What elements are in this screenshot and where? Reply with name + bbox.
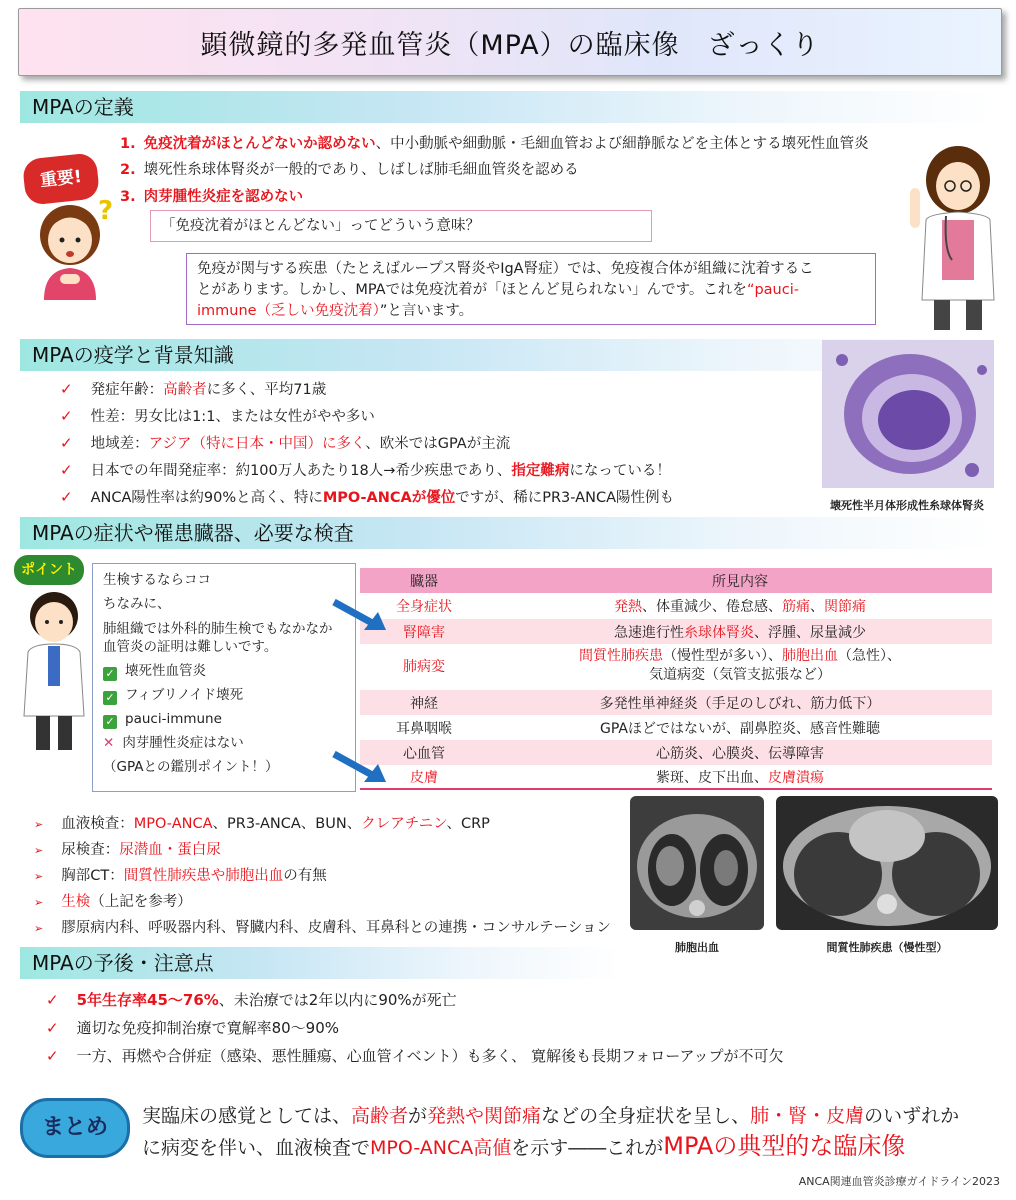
histology-caption: 壊死性半月体形成性糸球体腎炎 [830,499,984,512]
check-icon: ✓ [46,1019,59,1037]
cross-icon: ✕ [103,735,115,751]
prognosis-item-2 [46,1017,339,1038]
red-text: 間質性肺疾患や肺胞出血 [123,868,284,884]
table-header [360,568,992,593]
organ: 心血管 [403,745,445,762]
definition-item-3 [120,185,303,206]
check-box-icon: ✓ [103,691,117,705]
text: 一方、再燃や合併症（感染、悪性腫瘍、心血管イベント）も多く、 寛解後も長期フォローアップが不可欠 [76,1047,784,1065]
histology-image [822,340,994,488]
text: 発症年齢： [90,382,164,398]
check-box-icon: ✓ [103,715,117,729]
red-text: 筋痛 [782,598,810,615]
organ: 全身症状 [396,598,452,615]
text: 、CRP [446,816,490,832]
epi-item-1 [60,378,326,399]
arrow-bullet-icon: ➢ [34,870,44,883]
findings: 心筋炎、心膜炎、伝導障害 [656,745,824,762]
text: などの全身症状を呈し、 [541,1105,751,1127]
red-text: 肉芽腫性炎症を認めない [143,189,304,205]
red-text: 免疫沈着がほとんどないか認めない [143,136,376,152]
test-item-3 [34,864,327,885]
check-icon: ✓ [60,380,73,398]
definition-item-2 [120,158,579,179]
text: が [408,1105,428,1127]
section-heading-epidemiology: MPAの疫学と背景知識 [20,339,994,371]
text: の有無 [283,868,327,884]
footer-source: ANCA関連血管炎診療ガイドライン2023 [798,1175,1000,1188]
text: 壊死性糸球体腎炎が一般的であり、しばしば肺毛細血管炎を認める [143,162,579,178]
test-item-1 [34,812,490,833]
test-item-5 [34,916,611,937]
red-text: 指定難病 [511,463,570,479]
pauci-term-cont: immune（乏しい免疫沈着） [197,303,380,319]
criteria-1: 壊死性血管炎 [125,663,206,679]
text: ですが、稀にPR3-ANCA陽性例も [455,490,674,506]
criteria-2: フィブリノイド壊死 [125,687,244,703]
text: 、 [810,598,824,615]
text: 、未治療では2年以内に90%が死亡 [218,991,457,1009]
arrow-icon [330,598,390,634]
ct-caption-2: 間質性肺疾患（慢性型） [826,941,948,954]
red-text: 肺・腎・皮膚 [750,1105,865,1127]
text: を示す――これが [511,1137,664,1159]
point-badge: ポイント [14,555,84,585]
section-heading-prognosis: MPAの予後・注意点 [20,947,620,979]
table-row [360,740,992,765]
text: 、欧米ではGPAが主流 [365,436,511,452]
biopsy-line-1: 生検するならココ [103,572,211,588]
red-text: MPO-ANCAが優位 [322,490,456,506]
table-row [360,619,992,644]
arrow-icon [330,750,390,786]
test-item-2 [34,838,221,859]
red-text: 関節痛 [824,598,866,615]
check-box-icon: ✓ [103,667,117,681]
text: （急性）、 [838,648,901,664]
table-row [360,715,992,740]
header-findings: 所見内容 [712,573,768,590]
red-text: 高齢者 [351,1105,409,1127]
epi-item-3 [60,432,510,453]
ct-image-alveolar-hemorrhage [630,796,764,930]
male-doctor-icon [18,586,90,756]
ct-image-interstitial-disease [776,796,998,930]
red-text: MPAの典型的な臨床像 [663,1132,906,1160]
text: 、中小動脈や細動脈・毛細血管および細静脈などを主体とする壊死性血管炎 [375,136,869,152]
text: 膠原病内科、呼吸器内科、腎臓内科、皮膚科、耳鼻科との連携・コンサルテーション [61,920,611,936]
female-doctor-icon [908,140,1004,335]
epi-item-5 [60,486,674,507]
criteria-3: pauci-immune [125,711,222,727]
red-text: 発熱 [614,598,642,615]
check-icon: ✓ [60,488,73,506]
answer-line-3: ”と言います。 [379,303,474,319]
table-row [360,690,992,715]
biopsy-line-4: 血管炎の証明は難しいです。 [103,639,278,655]
red-text: 生検 [61,894,91,910]
pauci-term: “pauci- [746,282,799,298]
biopsy-line-2: ちなみに、 [103,596,171,612]
section-heading-definition: MPAの定義 [20,91,994,123]
page-title: 顕微鏡的多発血管炎（MPA）の臨床像 ざっくり [200,29,820,61]
red-text: 間質性肺疾患 [579,648,663,664]
red-text: 尿潜血・蛋白尿 [119,842,221,858]
text: になっている！ [569,463,671,479]
text: 胸部CT： [61,868,124,884]
red-text: MPO-ANCA [133,816,213,832]
red-text: アジア（特に日本・中国）に多く [148,436,366,452]
item-number: 2. [120,162,136,178]
summary-badge: まとめ [20,1098,130,1158]
text: 、体重減少、倦怠感、 [642,598,782,615]
red-text: クレアチニン [361,816,447,832]
epi-item-4 [60,459,671,480]
text: 、浮腫、尿量減少 [754,624,866,641]
red-text: 肺胞出血 [782,648,838,664]
text: のいずれか [864,1105,960,1127]
check-icon: ✓ [60,434,73,452]
table-row [360,646,992,686]
organ: 神経 [410,695,438,712]
check-icon: ✓ [46,1047,59,1065]
table-row [360,765,992,790]
answer-line-2: とがあります。しかし、MPAでは免疫沈着が「ほとんど見られない」んです。これを [197,282,747,298]
item-number: 1. [120,136,136,152]
test-item-4 [34,890,192,911]
header-organ: 臓器 [410,573,438,590]
arrow-bullet-icon: ➢ [34,896,44,909]
arrow-bullet-icon: ➢ [34,818,44,831]
answer-line-1: 免疫が関与する疾患（たとえばループス腎炎やIgA腎症）では、免疫複合体が組織に沈着するこ [197,261,814,277]
text: ANCA陽性率は約90%と高く、特に [90,490,323,506]
red-text: 糸球体腎炎 [684,624,754,641]
organ: 耳鼻咽喉 [396,720,452,737]
answer-box [186,253,876,325]
question-mark-icon: ? [98,196,114,226]
check-icon: ✓ [60,461,73,479]
biopsy-line-3: 肺組織では外科的肺生検でもなかなか [103,621,333,637]
epi-item-2 [60,405,375,426]
arrow-bullet-icon: ➢ [34,922,44,935]
text: に病変を伴い、血液検査で [142,1137,371,1159]
important-badge: 重要! [22,152,100,205]
text: 急速進行性 [614,624,684,641]
red-text: 高齢者 [163,382,207,398]
title-banner [18,8,1002,76]
text: 尿検査： [61,842,120,858]
text: 実臨床の感覚としては、 [142,1105,352,1127]
red-text: MPO-ANCA高値 [370,1137,512,1159]
table-row [360,593,992,618]
biopsy-box [92,563,356,792]
prognosis-item-1 [46,989,457,1010]
findings: GPAほどではないが、副鼻腔炎、感音性難聴 [600,720,880,737]
text: 紫斑、皮下出血、 [656,769,768,786]
girl-thinking-icon [30,200,110,305]
prognosis-item-3 [46,1045,784,1066]
organ: 皮膚 [410,769,438,786]
summary-text [142,1101,1002,1163]
text: 気道病変（気管支拡張など） [649,667,831,683]
findings: 多発性単神経炎（手足のしびれ、筋力低下） [599,695,881,712]
text: 適切な免疫抑制治療で寛解率80〜90% [76,1019,340,1037]
text: に多く、平均71歳 [206,382,327,398]
gpa-note: （GPAとの鑑別ポイント！） [103,759,279,775]
text: 性差：男女比は1:1、または女性がやや多い [90,409,375,425]
text: （上記を参考） [90,894,192,910]
text: 、PR3-ANCA、BUN、 [212,816,362,832]
check-icon: ✓ [60,407,73,425]
text: 日本での年間発症率：約100万人あたり18人→希少疾患であり、 [90,463,512,479]
organ: 肺病変 [403,659,445,675]
arrow-bullet-icon: ➢ [34,844,44,857]
red-text: 発熱や関節痛 [427,1105,542,1127]
text: 地域差： [90,436,149,452]
criteria-4: 肉芽腫性炎症はない [122,735,244,751]
organ: 腎障害 [403,624,445,641]
question-box: 「免疫沈着がほとんどない」ってどういう意味？ [150,210,652,242]
red-text: 皮膚潰瘍 [768,769,824,786]
section-heading-symptoms: MPAの症状や罹患臓器、必要な検査 [20,517,994,549]
definition-item-1 [120,132,869,153]
red-text: 5年生存率45〜76% [76,991,219,1009]
text: （慢性型が多い）、 [663,648,782,664]
check-icon: ✓ [46,991,59,1009]
text: 血液検査： [61,816,134,832]
ct-caption-1: 肺胞出血 [675,941,719,954]
item-number: 3. [120,189,136,205]
